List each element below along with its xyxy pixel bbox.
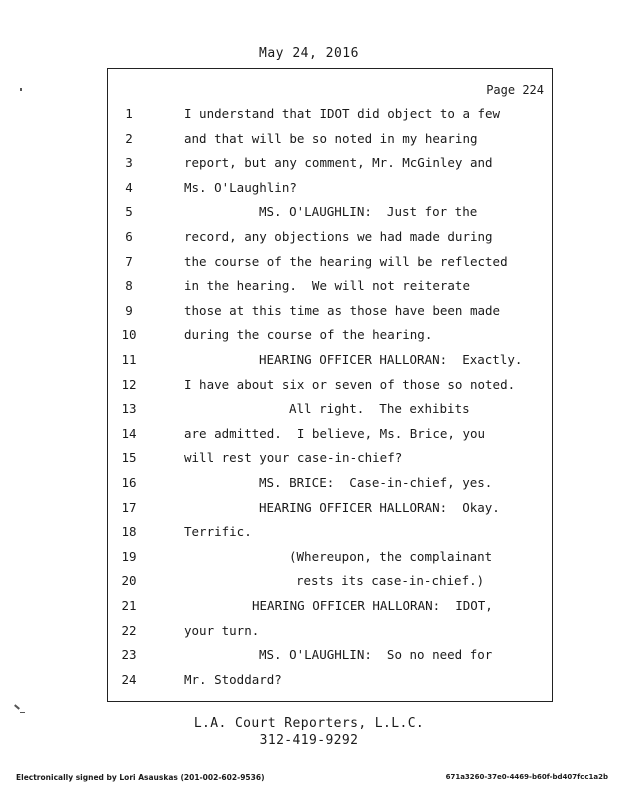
- line-text: MS. O'LAUGHLIN: Just for the: [259, 204, 478, 220]
- line-number: 2: [125, 130, 133, 146]
- line-text: (Whereupon, the complainant: [289, 548, 493, 564]
- line-text: HEARING OFFICER HALLORAN: IDOT,: [252, 598, 493, 613]
- line-number: 4: [125, 179, 133, 195]
- line-number: 1: [125, 106, 133, 121]
- line-text: Ms. O'Laughlin?: [184, 179, 297, 195]
- transcript-line: [108, 253, 552, 271]
- line-number: 17: [121, 499, 137, 515]
- line-text: report, but any comment, Mr. McGinley and: [184, 155, 493, 171]
- line-text: are admitted. I believe, Ms. Brice, you: [184, 425, 486, 441]
- transcript-line: [108, 351, 552, 369]
- line-text: will rest your case-in-chief?: [184, 450, 403, 466]
- line-text: record, any objections we had made during: [184, 229, 493, 244]
- transcript-line: [108, 203, 552, 221]
- line-text: All right. The exhibits: [289, 401, 470, 417]
- line-number: 10: [121, 327, 137, 343]
- transcript-line: [108, 400, 552, 418]
- transcript-line: [108, 154, 552, 172]
- transcript-line: [108, 499, 552, 517]
- transcript-line: [108, 474, 552, 492]
- line-text: Terrific.: [184, 524, 252, 540]
- page-header-date: May 24, 2016: [259, 46, 359, 61]
- scan-speck: [14, 704, 20, 709]
- line-number: 3: [125, 155, 133, 171]
- line-text: HEARING OFFICER HALLORAN: Okay.: [259, 499, 500, 515]
- line-number: 7: [125, 253, 133, 269]
- line-text: rests its case-in-chief.): [296, 573, 485, 589]
- transcript-line: [108, 572, 552, 590]
- line-number: 23: [121, 647, 137, 663]
- page-number: Page 224: [486, 83, 544, 97]
- transcript-line: [108, 228, 552, 246]
- line-number: 16: [121, 475, 137, 490]
- line-number: 9: [125, 302, 133, 318]
- line-number: 8: [125, 278, 133, 294]
- line-number: 24: [121, 671, 137, 687]
- transcript-line: [108, 671, 552, 689]
- transcript-line: [108, 548, 552, 566]
- court-reporter-phone: 312-419-9292: [259, 733, 359, 748]
- line-number: 14: [121, 425, 137, 441]
- scan-speck: [20, 712, 25, 713]
- transcript-line: [108, 302, 552, 320]
- transcript-line: [108, 597, 552, 615]
- line-number: 12: [121, 376, 137, 392]
- line-text: MS. O'LAUGHLIN: So no need for: [259, 647, 493, 663]
- document-id: 671a3260-37e0-4469-b60f-bd407fcc1a2b: [445, 773, 608, 781]
- line-number: 20: [121, 573, 137, 589]
- line-text: I understand that IDOT did object to a few: [184, 106, 501, 121]
- line-number: 19: [121, 548, 137, 564]
- transcript-line: [108, 130, 552, 148]
- line-text: in the hearing. We will not reiterate: [184, 278, 470, 294]
- line-number: 22: [121, 622, 137, 638]
- transcript-line: [108, 376, 552, 394]
- line-number: 21: [121, 598, 137, 613]
- scan-speck: [20, 88, 22, 91]
- transcript-line: [108, 105, 552, 123]
- transcript-line: [108, 326, 552, 344]
- transcript-line: [108, 449, 552, 467]
- transcript-line: [108, 523, 552, 541]
- transcript-line: [108, 622, 552, 640]
- line-number: 13: [121, 401, 137, 417]
- court-reporter-name: L.A. Court Reporters, L.L.C.: [193, 716, 425, 731]
- line-number: 11: [121, 352, 137, 367]
- line-text: Mr. Stoddard?: [184, 671, 282, 687]
- transcript-page: [107, 68, 553, 702]
- line-text: your turn.: [184, 622, 260, 638]
- electronic-signature-note: Electronically signed by Lori Asauskas (201-002-602-9536): [16, 773, 265, 782]
- line-number: 5: [125, 204, 133, 220]
- transcript-line: [108, 277, 552, 295]
- line-text: HEARING OFFICER HALLORAN: Exactly.: [259, 352, 523, 367]
- line-text: those at this time as those have been made: [184, 302, 501, 318]
- transcript-line: [108, 425, 552, 443]
- line-text: the course of the hearing will be reflected: [184, 253, 508, 269]
- line-number: 15: [121, 450, 137, 466]
- line-number: 18: [121, 524, 137, 540]
- transcript-line: [108, 646, 552, 664]
- line-text: during the course of the hearing.: [184, 327, 433, 343]
- line-text: I have about six or seven of those so noted.: [184, 376, 516, 392]
- transcript-line: [108, 179, 552, 197]
- line-text: and that will be so noted in my hearing: [184, 130, 478, 146]
- line-number: 6: [125, 229, 133, 244]
- line-text: MS. BRICE: Case-in-chief, yes.: [259, 475, 493, 490]
